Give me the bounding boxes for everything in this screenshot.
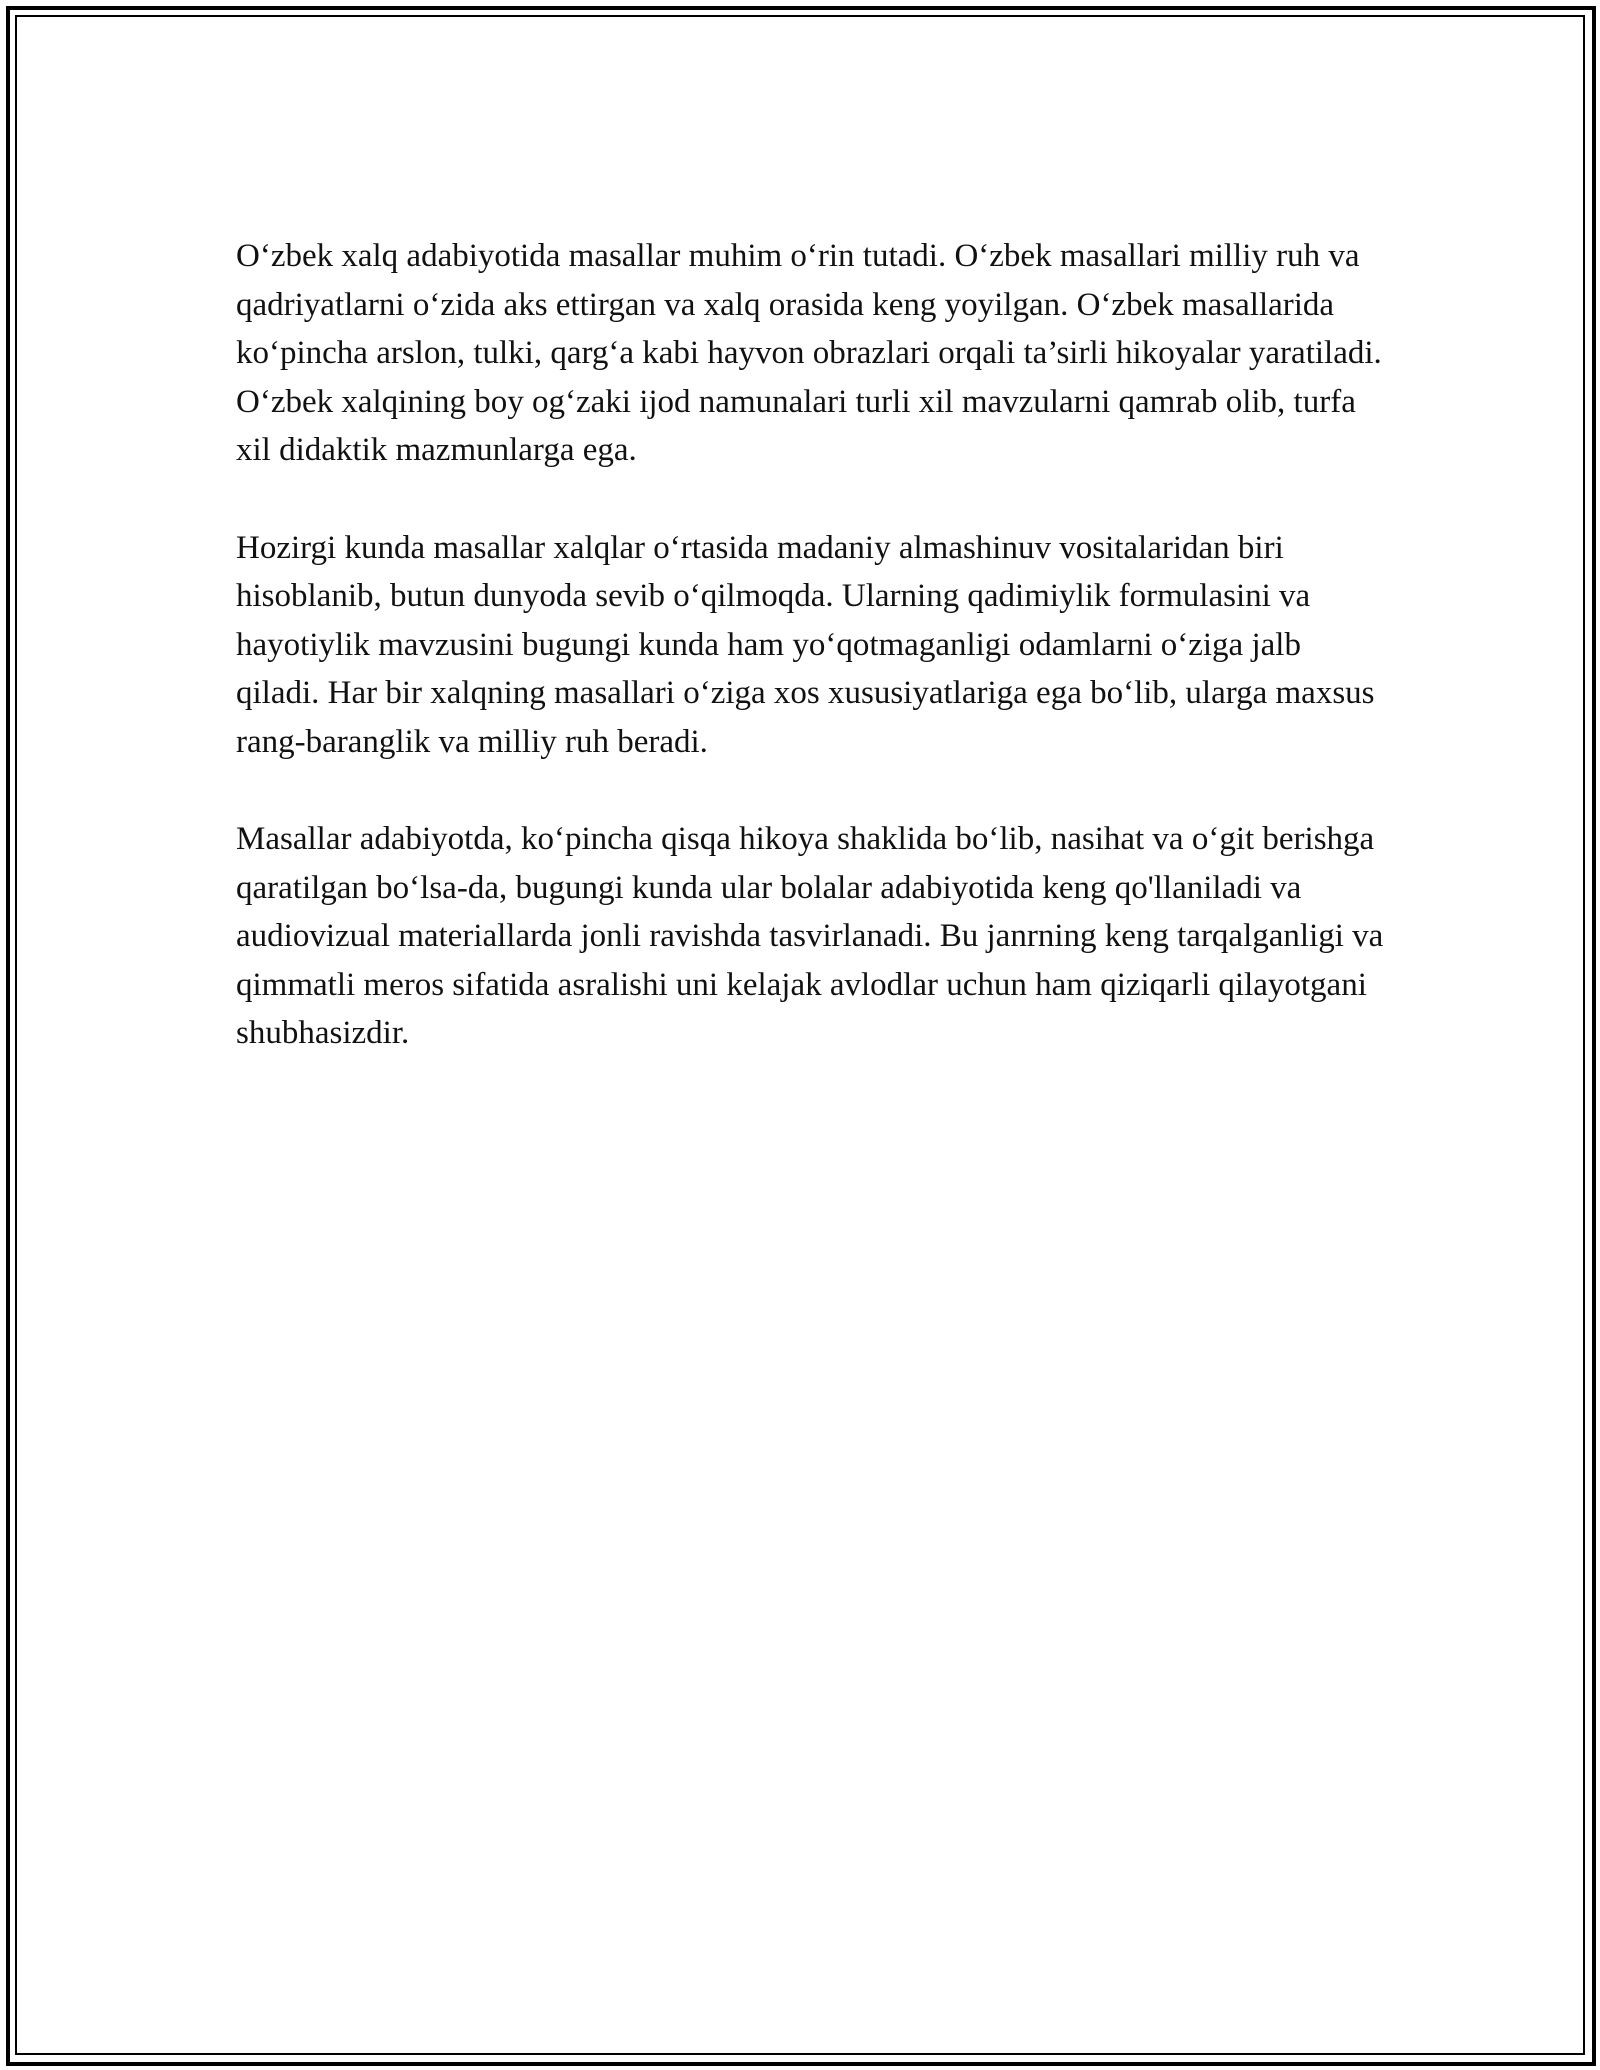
paragraph-2: Hozirgi kunda masallar xalqlar o‘rtasida madaniy almashinuv vositalaridan biri hisoblanib, butun dunyoda sevib o‘qilmoqda. Ularning qadimiylik formulasini va hayotiylik mavzusini bugungi kunda ham yo‘qotmaganligi odamlarni o‘ziga jalb qiladi. Har bir xalqning masallari o‘ziga xos xususiyatlariga ega bo‘lib, ularga maxsus rang-baranglik va milliy ruh beradi. [236, 529, 1375, 760]
paragraph-1: O‘zbek xalq adabiyotida masallar muhim o‘rin tutadi. O‘zbek masallari milliy ruh va qadriyatlarni o‘zida aks ettirgan va xalq orasida keng yoyilgan. O‘zbek masallarida ko‘pincha arslon, tulki, qarg‘a kabi hayvon obrazlari orqali ta’sirli hikoyalar yaratiladi. O‘zbek xalqining boy og‘zaki ijod namunalari turli xil mavzularni qamrab olib, turfa xil didaktik mazmunlarga ega. [236, 238, 1382, 468]
document-body [236, 232, 1386, 1107]
paragraph-3: Masallar adabiyotda, ko‘pincha qisqa hikoya shaklida bo‘lib, nasihat va o‘git berishga qaratilgan bo‘lsa-da, bugungi kunda ular bolalar adabiyotida keng qo'llaniladi va audiovizual materiallarda jonli ravishda tasvirlanadi. Bu janrning keng tarqalganligi va qimmatli meros sifatida asralishi uni kelajak avlodlar uchun ham qiziqarli qilayotgani shubhasizdir. [236, 821, 1384, 1051]
